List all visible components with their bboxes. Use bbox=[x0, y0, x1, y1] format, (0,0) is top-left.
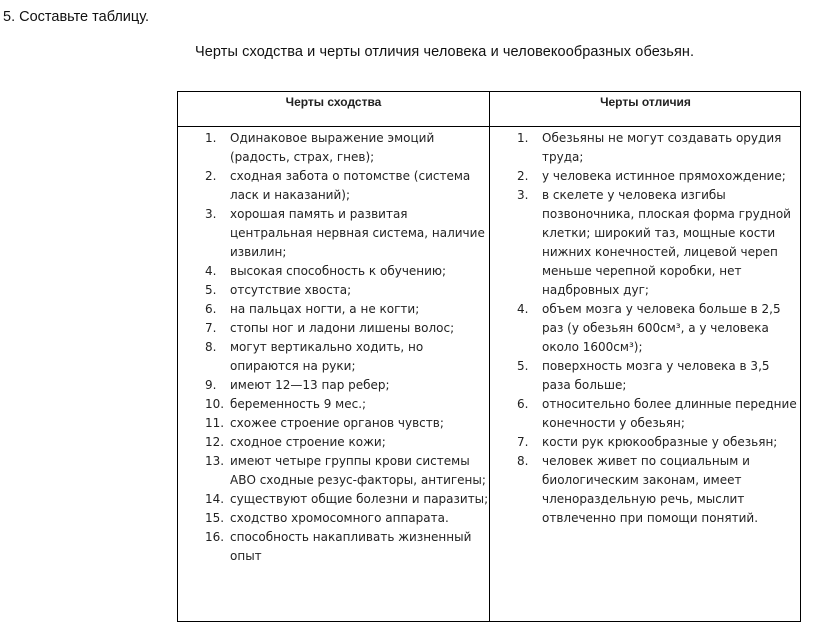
list-item: 12. сходное строение кожи; bbox=[205, 435, 386, 449]
list-item: 1. Одинаковое выражение эмоций (радость, страх, гнев); bbox=[205, 131, 435, 164]
table-title: Черты сходства и черты отличия человека и человекообразных обезьян. bbox=[195, 44, 695, 60]
header-divider bbox=[178, 126, 800, 127]
comparison-table bbox=[177, 91, 801, 622]
list-item: 2. у человека истинное прямохождение; bbox=[517, 169, 786, 183]
list-item: 14. существуют общие болезни и паразиты; bbox=[205, 492, 489, 506]
differences-list bbox=[517, 129, 801, 528]
list-item: 13. имеют четыре группы крови системы АВО сходные резус-факторы, антигены; bbox=[205, 454, 486, 487]
list-item: 5. отсутствие хвоста; bbox=[205, 283, 352, 297]
list-item: 6. относительно более длинные передние конечности у обезьян; bbox=[517, 397, 797, 430]
similarities-list bbox=[205, 129, 489, 566]
list-item: 3. хорошая память и развитая центральная нервная система, наличие извилин; bbox=[205, 207, 485, 259]
list-item: 7. стопы ног и ладони лишены волос; bbox=[205, 321, 455, 335]
column-divider bbox=[489, 92, 490, 621]
header-differences: Черты отличия bbox=[600, 95, 691, 109]
list-item: 4. высокая способность к обучению; bbox=[205, 264, 447, 278]
list-item: 11. схожее строение органов чувств; bbox=[205, 416, 444, 430]
list-item: 4. объем мозга у человека больше в 2,5 раз (у обезьян 600см³, а у человека около 1600см³); bbox=[517, 302, 781, 354]
list-item: 10. беременность 9 мес.; bbox=[205, 397, 367, 411]
task-heading: 5. Составьте таблицу. bbox=[3, 9, 150, 25]
list-item: 9. имеют 12—13 пар ребер; bbox=[205, 378, 390, 392]
list-item: 1. Обезьяны не могут создавать орудия труда; bbox=[517, 131, 782, 164]
list-item: 2. сходная забота о потомстве (система ласк и наказаний); bbox=[205, 169, 471, 202]
list-item: 6. на пальцах ногти, а не когти; bbox=[205, 302, 420, 316]
list-item: 5. поверхность мозга у человека в 3,5 раза больше; bbox=[517, 359, 770, 392]
list-item: 8. могут вертикально ходить, но опираются на руки; bbox=[205, 340, 424, 373]
header-similarities: Черты сходства bbox=[285, 95, 382, 109]
list-item: 15. сходство хромосомного аппарата. bbox=[205, 511, 449, 525]
list-item: 3. в скелете у человека изгибы позвоночника, плоская форма грудной клетки; широкий таз, мощные кости нижних конечностей, лицевой череп меньше черепной коробки, нет надбровных дуг; bbox=[517, 188, 791, 297]
list-item: 8. человек живет по социальным и биологическим законам, имеет членораздельную речь, мыслит отвлеченно при помощи понятий. bbox=[517, 454, 759, 525]
list-item: 7. кости рук крюкообразные у обезьян; bbox=[517, 435, 778, 449]
list-item: 16. способность накапливать жизненный опыт bbox=[205, 530, 472, 563]
